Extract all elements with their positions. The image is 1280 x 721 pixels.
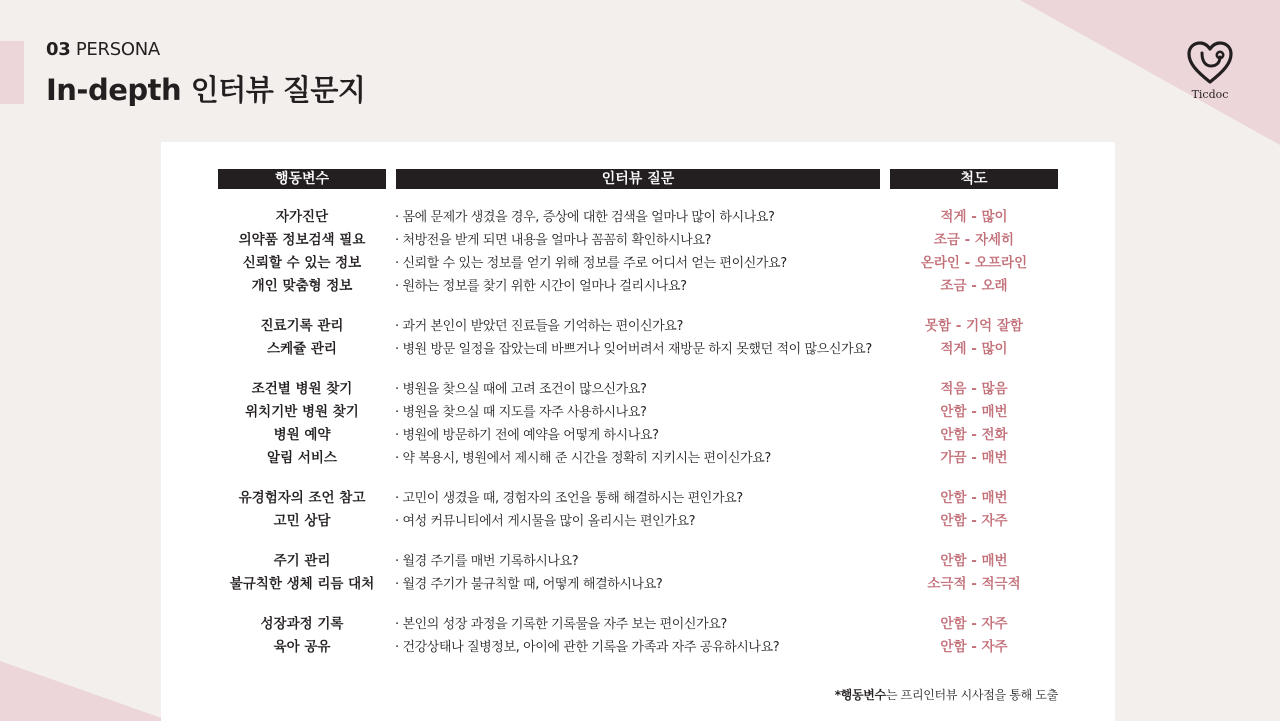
section-number: 03 (46, 39, 71, 60)
table-row (161, 338, 1115, 361)
interview-question: · 여성 커뮤니티에서 게시물을 많이 올리시는 편인가요? (395, 514, 696, 529)
logo-text: Ticdoc (1191, 88, 1229, 101)
interview-question: · 월경 주기를 매번 기록하시나요? (395, 554, 579, 569)
behavior-variable: 자가진단 (275, 209, 329, 225)
table-row (161, 550, 1115, 573)
table-row (161, 229, 1115, 252)
scale-value: 안함 - 자주 (940, 616, 1008, 632)
scale-value: 안함 - 자주 (940, 639, 1008, 655)
interview-question: · 병원을 찾으실 때 지도를 자주 사용하시나요? (395, 405, 647, 420)
behavior-variable: 진료기록 관리 (260, 318, 344, 334)
question-table-body (161, 206, 1115, 659)
scale-value: 안함 - 자주 (940, 513, 1008, 529)
interview-question: · 원하는 정보를 찾기 위한 시간이 얼마나 걸리시나요? (395, 279, 687, 294)
behavior-variable: 고민 상담 (273, 513, 331, 529)
header-scale: 척도 (890, 169, 1058, 189)
interview-question: · 고민이 생겼을 때, 경험자의 조언을 통해 해결하시는 편인가요? (395, 491, 743, 506)
behavior-variable: 의약품 정보검색 필요 (238, 232, 366, 248)
scale-value: 조금 - 오래 (940, 278, 1008, 294)
behavior-variable: 유경험자의 조언 참고 (238, 490, 366, 506)
table-row (161, 401, 1115, 424)
table-row (161, 636, 1115, 659)
page-title: In-depth 인터뷰 질문지 (46, 73, 366, 107)
behavior-variable: 개인 맞춤형 정보 (251, 278, 353, 294)
behavior-variable: 병원 예약 (273, 427, 331, 443)
interview-question: · 본인의 성장 과정을 기록한 기록물을 자주 보는 편이신가요? (395, 617, 727, 632)
decorative-right-triangle (1020, 0, 1280, 145)
scale-value: 조금 - 자세히 (933, 232, 1015, 248)
footnote-rest: 는 프리인터뷰 시사점을 통해 도출 (885, 688, 1058, 702)
scale-value: 소극적 - 적극적 (927, 576, 1021, 592)
behavior-variable: 주기 관리 (273, 553, 331, 569)
behavior-variable: 알림 서비스 (267, 450, 337, 466)
table-row (161, 613, 1115, 636)
footnote (835, 686, 1058, 703)
table-row (161, 206, 1115, 229)
scale-value: 안함 - 매번 (940, 490, 1008, 506)
header-question: 인터뷰 질문 (396, 169, 880, 189)
interview-question: · 월경 주기가 불규칙할 때, 어떻게 해결하시나요? (395, 577, 663, 592)
interview-question: · 처방전을 받게 되면 내용을 얼마나 꼼꼼히 확인하시나요? (395, 233, 711, 248)
header-variable: 행동변수 (218, 169, 386, 189)
interview-question: · 건강상태나 질병정보, 아이에 관한 기록을 가족과 자주 공유하시나요? (395, 640, 780, 655)
table-row (161, 487, 1115, 510)
heart-stethoscope-icon (1186, 40, 1234, 86)
scale-value: 적게 - 많이 (940, 209, 1008, 225)
table-row (161, 315, 1115, 338)
scale-value: 안함 - 전화 (940, 427, 1008, 443)
scale-value: 적게 - 많이 (940, 341, 1008, 357)
ticdoc-logo (1184, 40, 1236, 101)
interview-question: · 병원 방문 일정을 잡았는데 바쁘거나 잊어버려서 재방문 하지 못했던 적이 많으신가요? (395, 342, 872, 357)
behavior-variable: 성장과정 기록 (260, 616, 344, 632)
interview-question: · 과거 본인이 받았던 진료들을 기억하는 편이신가요? (395, 319, 683, 334)
interview-question: · 신뢰할 수 있는 정보를 얻기 위해 정보를 주로 어디서 얻는 편이신가요? (395, 256, 787, 271)
behavior-variable: 조건별 병원 찾기 (251, 381, 353, 397)
interview-question: · 몸에 문제가 생겼을 경우, 증상에 대한 검색을 얼마나 많이 하시나요? (395, 210, 775, 225)
page-header (46, 38, 365, 108)
table-row (161, 378, 1115, 401)
behavior-variable: 스케쥴 관리 (267, 341, 337, 357)
section-name: PERSONA (75, 39, 160, 60)
behavior-variable: 육아 공유 (273, 639, 331, 655)
table-row (161, 447, 1115, 470)
interview-question: · 약 복용시, 병원에서 제시해 준 시간을 정확히 지키시는 편이신가요? (395, 451, 771, 466)
table-row (161, 275, 1115, 298)
interview-question: · 병원에 방문하기 전에 예약을 어떻게 하시나요? (395, 428, 659, 443)
footnote-bold: *행동변수 (834, 688, 886, 702)
scale-value: 안함 - 매번 (940, 553, 1008, 569)
behavior-variable: 신뢰할 수 있는 정보 (242, 255, 362, 271)
table-row (161, 573, 1115, 596)
table-row (161, 510, 1115, 533)
table-row (161, 424, 1115, 447)
scale-value: 못함 - 기억 잘함 (925, 318, 1023, 334)
decorative-bottom-triangle (0, 661, 170, 721)
scale-value: 온라인 - 오프라인 (920, 255, 1028, 271)
questionnaire-card (161, 142, 1115, 721)
behavior-variable: 위치기반 병원 찾기 (245, 404, 359, 420)
scale-value: 가끔 - 매번 (940, 450, 1008, 466)
decorative-left-block (0, 41, 24, 104)
scale-value: 적음 - 많음 (940, 381, 1008, 397)
interview-question: · 병원을 찾으실 때에 고려 조건이 많으신가요? (395, 382, 647, 397)
behavior-variable: 불규칙한 생체 리듬 대처 (229, 576, 375, 592)
section-label (46, 38, 365, 62)
table-row (161, 252, 1115, 275)
scale-value: 안함 - 매번 (940, 404, 1008, 420)
